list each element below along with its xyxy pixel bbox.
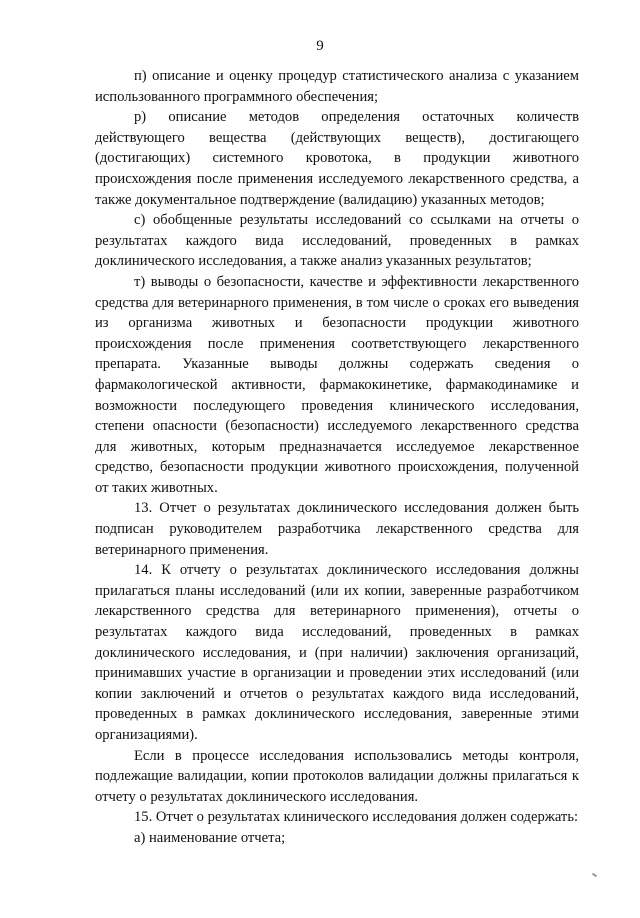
page-number: 9	[316, 38, 324, 54]
paragraph-item-t: т) выводы о безопасности, качестве и эффективности лекарственного средства для ветеринарного применения, в том числе о сроках его выведения из организма животных и безопасности продукции животного происхождения после применения соответствующего лекарственного препарата. Указанные выводы должны содержать сведения о фармакологической активности, фармакокинетике, фармакодинамике и возможности последующего проведения клинического исследования, степени опасности (безопасности) исследуемого лекарственного средства для животных, которым предназначается исследуемое лекарственное средство, безопасности продукции животного происхождения, полученной от таких животных.	[95, 273, 579, 496]
scan-mark	[592, 873, 597, 878]
paragraph-item-p: п) описание и оценку процедур статистического анализа с указанием использованного программного обеспечения;	[95, 68, 579, 105]
paragraph-validation: Если в процессе исследования использовались методы контроля, подлежащие валидации, копии протоколов валидации должны прилагаться к отчету о результатах доклинического исследования.	[95, 747, 579, 805]
paragraph-14: 14. К отчету о результатах доклинического исследования должны прилагаться планы исследований (или их копии, заверенные разработчиком лекарственного средства для ветеринарного применения), отчеты о результатах каждого вида исследований, проведенных в рамках доклинического исследования, и (при наличии) заключения организаций, принимавших участие в организации и проведении этих исследований (или копии заключений и отчетов о результатах каждого вида исследований, проведенных в рамках доклинического исследования, заверенные этими организациями).	[95, 562, 579, 743]
paragraph-item-s: с) обобщенные результаты исследований со ссылками на отчеты о результатах каждого вида исследований, проведенных в рамках доклинического исследования, а также анализ указанных результатов;	[95, 212, 579, 270]
paragraph-item-r: р) описание методов определения остаточных количеств действующего вещества (действующих веществ), достигающего (достигающих) системного кровотока, в продукции животного происхождения после применения исследуемого лекарственного средства, а также документальное подтверждение (валидацию) указанных методов;	[95, 109, 579, 208]
document-body	[95, 66, 579, 849]
paragraph-15: 15. Отчет о результатах клинического исследования должен содержать:	[134, 809, 579, 826]
paragraph-item-a: а) наименование отчета;	[134, 829, 286, 846]
paragraph-13: 13. Отчет о результатах доклинического исследования должен быть подписан руководителем разработчика лекарственного средства для ветеринарного применения.	[95, 500, 579, 558]
